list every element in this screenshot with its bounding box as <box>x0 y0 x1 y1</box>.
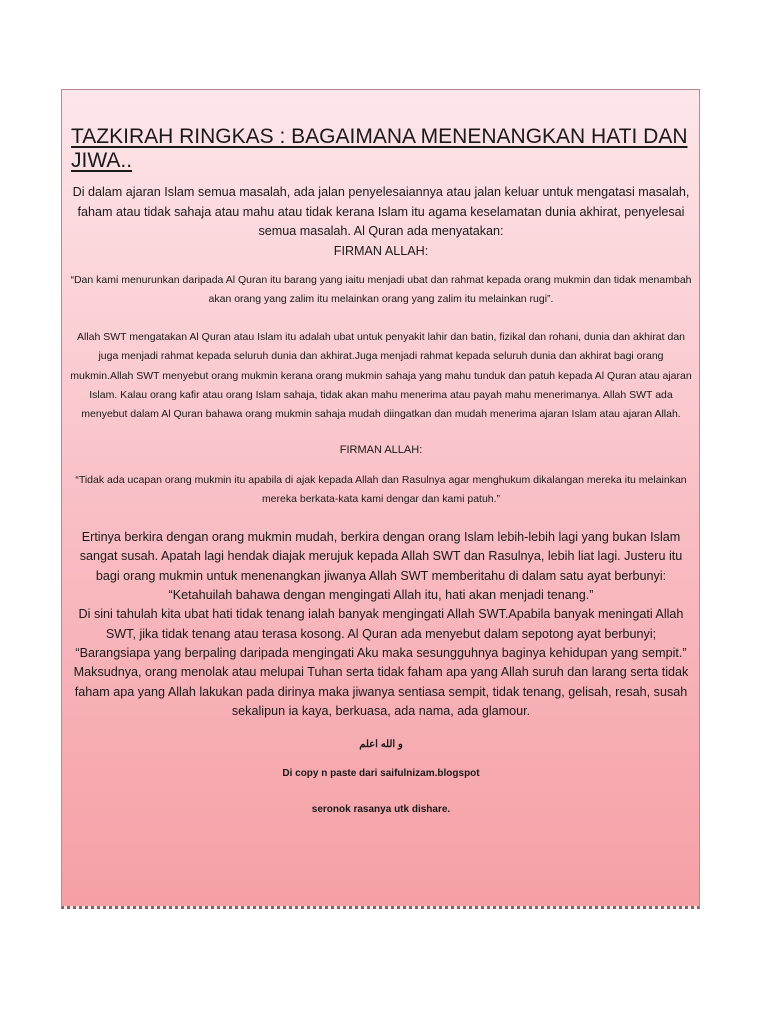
explanation-paragraph-1: Allah SWT mengatakan Al Quran atau Islam itu adalah ubat untuk penyakit lahir dan batin, fizikal dan rohani, dunia dan akhirat dan juga menjadi rahmat kepada seluruh dunia dan akhirat.Juga menjadi rahmat kepada seluruh dunia dan akhirat bagi orang mukmin.Allah SWT menyebut orang mukmin kerana orang mukmin sahaja yang mahu tunduk dan patuh kepada Al Quran atau ajaran Islam. Kalau orang kafir atau orang Islam sahaja, tidak akan mahu menerima atau payah mahu menerimanya. Allah SWT ada menyebut dalam Al Quran bahawa orang mukmin sahaja mudah diingatkan dan mudah menerima ajaran Islam atau ajaran Allah. <box>70 331 692 421</box>
intro-paragraph: Di dalam ajaran Islam semua masalah, ada jalan penyelesaiannya atau jalan keluar untuk mengatasi masalah, faham atau tidak sahaja atau mahu atau tidak kerana Islam itu agama keselamatan dunia akhirat, penyelesai semua masalah. Al Quran ada menyatakan: <box>72 185 690 238</box>
quran-quote-4: “Barangsiapa yang berpaling daripada mengingati Aku maka sesungguhnya baginya kehidupan yang sempit.” <box>75 645 687 660</box>
explanation-paragraph-2: Ertinya berkira dengan orang mukmin mudah, berkira dengan orang Islam lebih-lebih lagi yang bukan Islam sangat susah. Apatah lagi hendak diajak merujuk kepada Allah SWT dan Rasulnya, lebih liat lagi. Justeru itu bagi orang mukmin untuk menenangkan jiwanya Allah SWT memberitahu di dalam satu ayat berbunyi: <box>79 530 683 583</box>
document-title: TAZKIRAH RINGKAS : BAGAIMANA MENENANGKAN HATI DAN JIWA.. <box>71 125 688 172</box>
main-text-block <box>70 528 692 721</box>
quran-quote-1: “Dan kami menurunkan daripada Al Quran itu barang yang iaitu menjadi ubat dan rahmat kepada orang mukmin dan tidak menambah akan orang yang zalim itu melainkan orang yang zalim itu melainkan rugi”. <box>70 273 692 305</box>
firman-allah-heading-2: FIRMAN ALLAH: <box>339 443 423 456</box>
explanation-paragraph-4: Maksudnya, orang menolak atau melupai Tuhan serta tidak faham apa yang Allah suruh dan larang serta tidak faham apa yang Allah lakukan pada dirinya maka jiwanya sentiasa sempit, tidak tenang, gelisah, resah, susah sekalipun ia kaya, berkuasa, ada nama, ada glamour. <box>73 665 689 718</box>
footer-note: seronok rasanya utk dishare. <box>311 804 451 816</box>
firman-allah-heading-1: FIRMAN ALLAH: <box>333 243 429 258</box>
document-page <box>61 89 700 909</box>
arabic-closing: و الله اعلم <box>359 739 403 751</box>
source-credit: Di copy n paste dari saifulnizam.blogspot <box>282 768 480 780</box>
quran-quote-2: “Tidak ada ucapan orang mukmin itu apabila di ajak kepada Allah dan Rasulnya agar menghukum dikalangan mereka itu melainkan mereka berkata-kata kami dengar dan kami patuh.” <box>75 473 687 505</box>
quran-quote-3: “Ketahuilah bahawa dengan mengingati Allah itu, hati akan menjadi tenang.” <box>168 588 594 603</box>
explanation-paragraph-3: Di sini tahulah kita ubat hati tidak tenang ialah banyak mengingati Allah SWT.Apabila banyak meningati Allah SWT, jika tidak tenang atau terasa kosong. Al Quran ada menyebut dalam sepotong ayat berbunyi; <box>78 607 684 641</box>
document-body <box>70 183 692 817</box>
